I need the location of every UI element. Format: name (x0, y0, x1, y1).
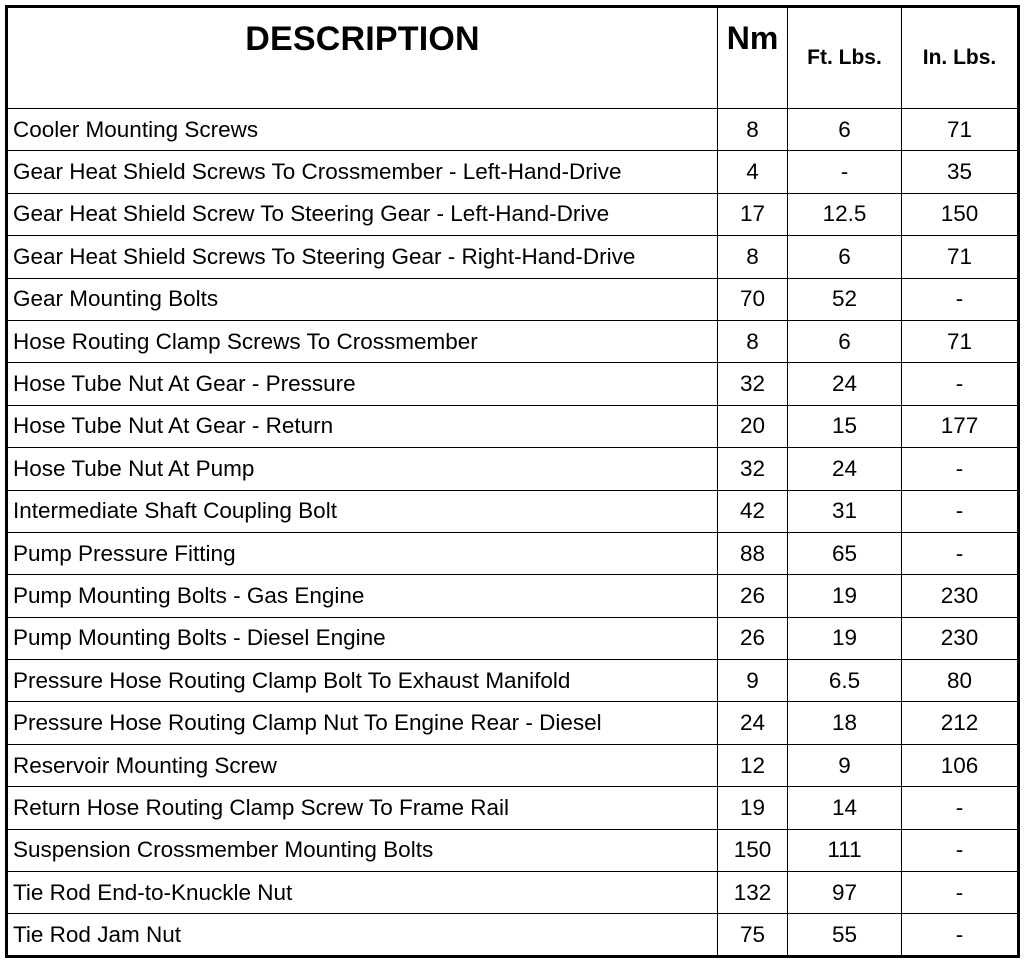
table-row (7, 490, 1019, 532)
nm-cell: 9 (718, 660, 788, 702)
description-cell: Gear Heat Shield Screws To Steering Gear - Right-Hand-Drive (7, 236, 718, 278)
table-body (7, 109, 1019, 957)
description-column-header: DESCRIPTION (7, 7, 718, 109)
in-lbs-cell: 71 (902, 109, 1019, 151)
description-cell: Pump Mounting Bolts - Diesel Engine (7, 617, 718, 659)
in-lbs-cell: - (902, 829, 1019, 871)
in-lbs-cell: - (902, 532, 1019, 574)
table-row (7, 744, 1019, 786)
description-cell: Tie Rod End-to-Knuckle Nut (7, 872, 718, 914)
table-row (7, 448, 1019, 490)
table-row (7, 660, 1019, 702)
nm-cell: 26 (718, 617, 788, 659)
description-cell: Hose Tube Nut At Gear - Pressure (7, 363, 718, 405)
ft-lbs-cell: 19 (788, 575, 902, 617)
in-lbs-cell: - (902, 787, 1019, 829)
ft-lbs-cell: 15 (788, 405, 902, 447)
nm-cell: 88 (718, 532, 788, 574)
nm-cell: 8 (718, 320, 788, 362)
ft-lbs-cell: 52 (788, 278, 902, 320)
in-lbs-column-header: In. Lbs. (902, 7, 1019, 109)
ft-lbs-cell: 9 (788, 744, 902, 786)
table-row (7, 872, 1019, 914)
ft-lbs-cell: 14 (788, 787, 902, 829)
ft-lbs-cell: 6 (788, 109, 902, 151)
description-cell: Pressure Hose Routing Clamp Nut To Engine Rear - Diesel (7, 702, 718, 744)
ft-lbs-column-header: Ft. Lbs. (788, 7, 902, 109)
description-cell: Reservoir Mounting Screw (7, 744, 718, 786)
ft-lbs-cell: 24 (788, 363, 902, 405)
description-cell: Suspension Crossmember Mounting Bolts (7, 829, 718, 871)
in-lbs-cell: 150 (902, 193, 1019, 235)
table-row (7, 236, 1019, 278)
table-row (7, 151, 1019, 193)
table-row (7, 193, 1019, 235)
nm-cell: 26 (718, 575, 788, 617)
ft-lbs-cell: 24 (788, 448, 902, 490)
description-cell: Intermediate Shaft Coupling Bolt (7, 490, 718, 532)
description-cell: Hose Tube Nut At Pump (7, 448, 718, 490)
in-lbs-cell: - (902, 490, 1019, 532)
nm-cell: 19 (718, 787, 788, 829)
table-row (7, 787, 1019, 829)
ft-lbs-cell: 111 (788, 829, 902, 871)
ft-lbs-cell: 6 (788, 320, 902, 362)
table-row (7, 575, 1019, 617)
in-lbs-cell: - (902, 872, 1019, 914)
nm-cell: 8 (718, 109, 788, 151)
table-header (7, 7, 1019, 109)
ft-lbs-cell: 19 (788, 617, 902, 659)
table-row (7, 532, 1019, 574)
nm-cell: 24 (718, 702, 788, 744)
nm-cell: 4 (718, 151, 788, 193)
description-cell: Pressure Hose Routing Clamp Bolt To Exhaust Manifold (7, 660, 718, 702)
table-row (7, 617, 1019, 659)
in-lbs-cell: - (902, 278, 1019, 320)
table-row (7, 278, 1019, 320)
nm-cell: 32 (718, 448, 788, 490)
table-row (7, 405, 1019, 447)
description-cell: Cooler Mounting Screws (7, 109, 718, 151)
table-row (7, 109, 1019, 151)
in-lbs-cell: 71 (902, 320, 1019, 362)
in-lbs-cell: 212 (902, 702, 1019, 744)
description-cell: Hose Tube Nut At Gear - Return (7, 405, 718, 447)
description-cell: Gear Heat Shield Screw To Steering Gear - Left-Hand-Drive (7, 193, 718, 235)
in-lbs-cell: 80 (902, 660, 1019, 702)
in-lbs-cell: 71 (902, 236, 1019, 278)
nm-cell: 32 (718, 363, 788, 405)
ft-lbs-cell: 18 (788, 702, 902, 744)
ft-lbs-cell: 55 (788, 914, 902, 956)
description-cell: Tie Rod Jam Nut (7, 914, 718, 956)
description-cell: Gear Heat Shield Screws To Crossmember - Left-Hand-Drive (7, 151, 718, 193)
ft-lbs-cell: 97 (788, 872, 902, 914)
nm-cell: 8 (718, 236, 788, 278)
nm-cell: 42 (718, 490, 788, 532)
ft-lbs-cell: 6 (788, 236, 902, 278)
ft-lbs-cell: - (788, 151, 902, 193)
ft-lbs-cell: 12.5 (788, 193, 902, 235)
in-lbs-cell: 177 (902, 405, 1019, 447)
table-row (7, 829, 1019, 871)
nm-cell: 17 (718, 193, 788, 235)
table-row (7, 702, 1019, 744)
in-lbs-cell: 230 (902, 575, 1019, 617)
ft-lbs-cell: 31 (788, 490, 902, 532)
nm-cell: 70 (718, 278, 788, 320)
table-row (7, 320, 1019, 362)
ft-lbs-cell: 6.5 (788, 660, 902, 702)
description-cell: Pump Pressure Fitting (7, 532, 718, 574)
in-lbs-cell: - (902, 363, 1019, 405)
table-row (7, 363, 1019, 405)
nm-cell: 150 (718, 829, 788, 871)
description-cell: Hose Routing Clamp Screws To Crossmember (7, 320, 718, 362)
in-lbs-cell: 230 (902, 617, 1019, 659)
nm-column-header: Nm (718, 7, 788, 109)
torque-specification-table (5, 5, 1020, 958)
ft-lbs-cell: 65 (788, 532, 902, 574)
description-cell: Gear Mounting Bolts (7, 278, 718, 320)
in-lbs-cell: - (902, 914, 1019, 956)
header-row (7, 7, 1019, 109)
description-cell: Pump Mounting Bolts - Gas Engine (7, 575, 718, 617)
description-cell: Return Hose Routing Clamp Screw To Frame Rail (7, 787, 718, 829)
table-row (7, 914, 1019, 956)
in-lbs-cell: 106 (902, 744, 1019, 786)
nm-cell: 12 (718, 744, 788, 786)
in-lbs-cell: - (902, 448, 1019, 490)
nm-cell: 20 (718, 405, 788, 447)
nm-cell: 75 (718, 914, 788, 956)
in-lbs-cell: 35 (902, 151, 1019, 193)
nm-cell: 132 (718, 872, 788, 914)
